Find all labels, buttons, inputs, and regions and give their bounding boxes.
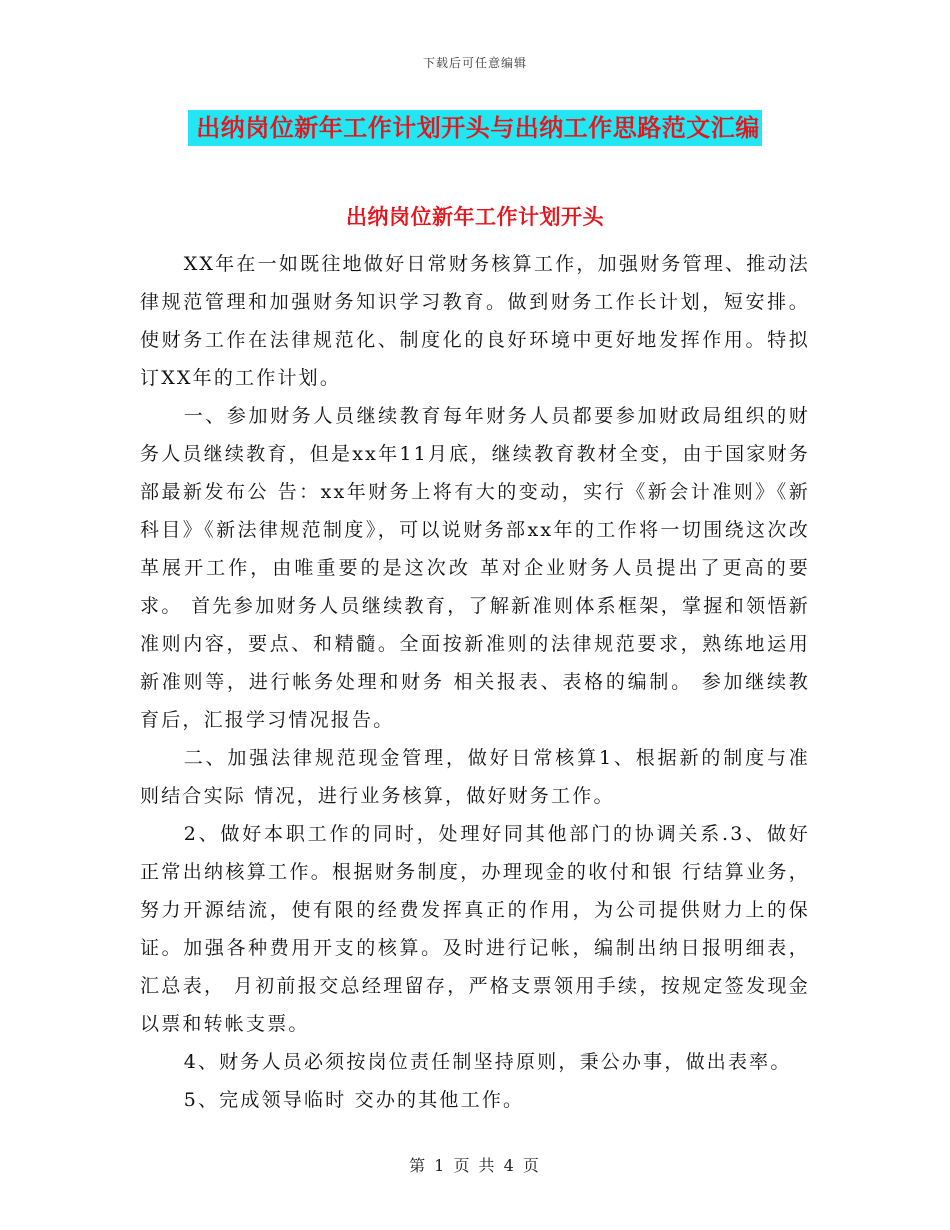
document-body <box>140 245 810 1119</box>
header-note: 下载后可任意编辑 <box>422 56 527 70</box>
paragraph: 2、做好本职工作的同时，处理好同其他部门的协调关系.3、做好正常出纳核算工作。根据财务制度，办理现金的收付和银 行结算业务，努力开源结流，使有限的经费发挥真正的作用，为公司提供财力上的保证。加强各种费用开支的核算。及时进行记帐，编制出纳日报明细表，汇总表， 月初前报交总经理留存，严格支票领用手续，按规定签发现金以票和转帐支票。 <box>140 823 810 1035</box>
document-title-container <box>0 110 950 146</box>
paragraph: 5、完成领导临时 交办的其他工作。 <box>183 1089 525 1111</box>
section-title: 出纳岗位新年工作计划开头 <box>346 205 604 229</box>
document-title: 出纳岗位新年工作计划开头与出纳工作思路范文汇编 <box>188 110 762 146</box>
paragraph: 4、财务人员必须按岗位责任制坚持原则，秉公办事，做出表率。 <box>183 1051 792 1073</box>
page-number: 第 1 页 共 4 页 <box>409 1156 541 1175</box>
paragraph: 一、参加财务人员继续教育每年财务人员都要参加财政局组织的财务人员继续教育，但是xx年11月底，继续教育教材全变，由于国家财务部最新发布公 告：xx年财务上将有大的变动，实行《新会计准则》《新科目》《新法律规范制度》，可以说财务部xx年的工作将一切围绕这次改革展开工作，由唯重要的是这次改 革对企业财务人员提出了更高的要求。 首先参加财务人员继续教育，了解新准则体系框架，掌握和领悟新准则内容，要点、和精髓。全面按新准则的法律规范要求，熟练地运用新准则等，进行帐务处理和财务 相关报表、表格的编制。 参加继续教育后，汇报学习情况报告。 <box>140 405 810 731</box>
paragraph: 二、加强法律规范现金管理，做好日常核算1、根据新的制度与准则结合实际 情况，进行业务核算，做好财务工作。 <box>140 747 810 807</box>
paragraph: XX年在一如既往地做好日常财务核算工作，加强财务管理、推动法律规范管理和加强财务知识学习教育。做到财务工作长计划，短安排。使财务工作在法律规范化、制度化的良好环境中更好地发挥作用。特拟订XX年的工作计划。 <box>140 253 810 389</box>
